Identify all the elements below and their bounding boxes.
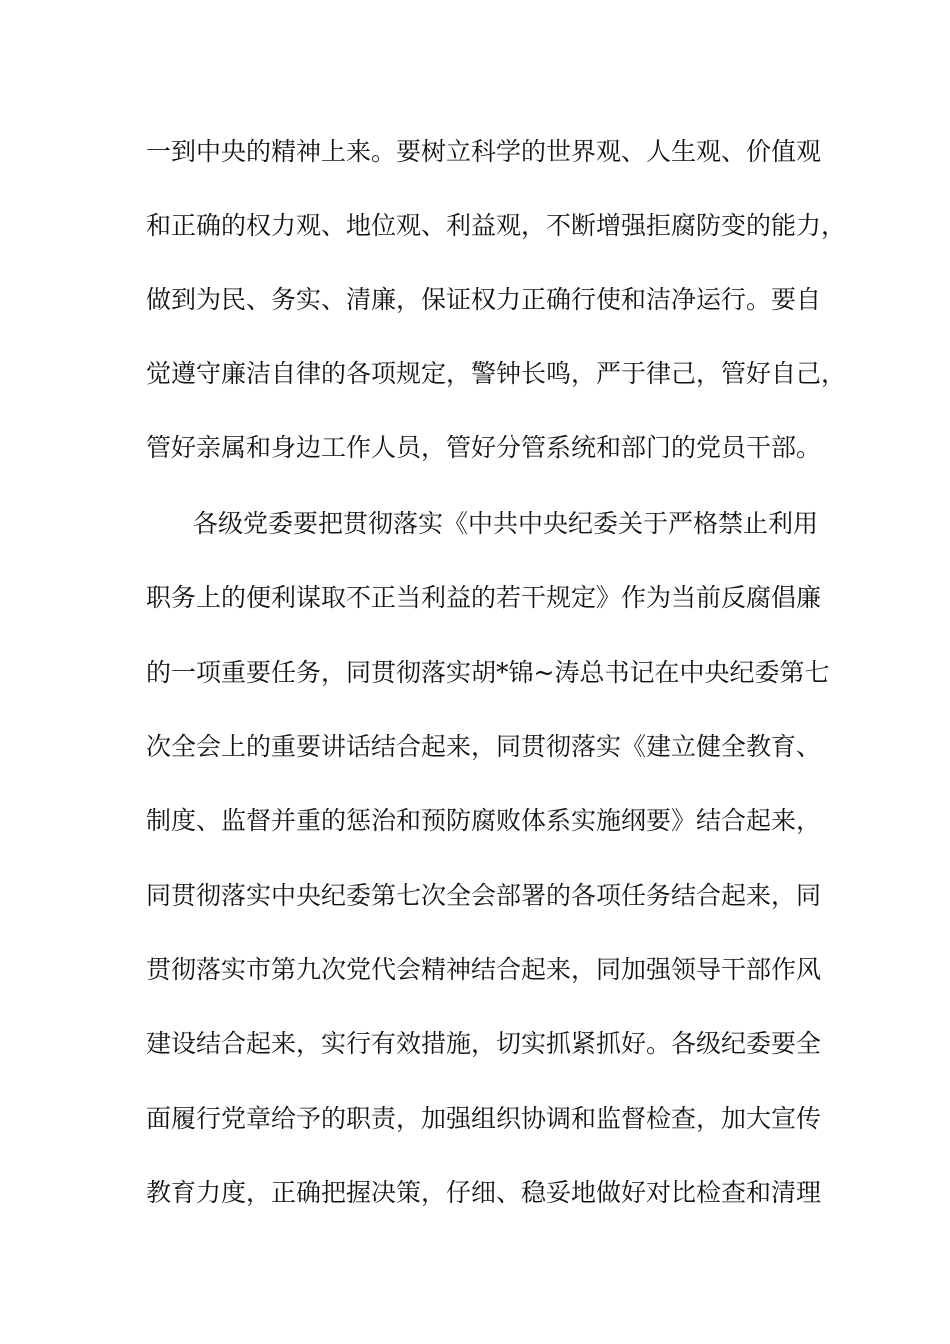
paragraph-first-line: 各级党委要把贯彻落实《中共中央纪委关于严格禁止利用 [193, 509, 819, 538]
text-line: 面履行党章给予的职责，加强组织协调和监督检查，加大宣传 [146, 1104, 822, 1133]
text-line: 同贯彻落实中央纪委第七次全会部署的各项任务结合起来，同 [146, 881, 822, 910]
text-line: 制度、监督并重的惩治和预防腐败体系实施纲要》结合起来， [146, 806, 822, 835]
text-line: 一到中央的精神上来。要树立科学的世界观、人生观、价值观 [146, 137, 822, 166]
text-line: 管好亲属和身边工作人员，管好分管系统和部门的党员干部。 [146, 433, 822, 462]
text-line: 做到为民、务实、清廉，保证权力正确行使和洁净运行。要自 [146, 285, 822, 314]
text-line: 觉遵守廉洁自律的各项规定，警钟长鸣，严于律己，管好自己， [146, 359, 847, 388]
text-line: 职务上的便利谋取不正当利益的若干规定》作为当前反腐倡廉 [146, 583, 822, 612]
text-line: 的一项重要任务，同贯彻落实胡*锦~涛总书记在中央纪委第七 [146, 658, 830, 687]
text-line: 建设结合起来，实行有效措施，切实抓紧抓好。各级纪委要全 [146, 1029, 822, 1058]
text-line: 次全会上的重要讲话结合起来，同贯彻落实《建立健全教育、 [146, 732, 822, 761]
text-line: 贯彻落实市第九次党代会精神结合起来，同加强领导干部作风 [146, 955, 822, 984]
text-line: 和正确的权力观、地位观、利益观，不断增强拒腐防变的能力， [146, 211, 847, 240]
text-line: 教育力度，正确把握决策，仔细、稳妥地做好对比检查和清理 [146, 1178, 822, 1207]
